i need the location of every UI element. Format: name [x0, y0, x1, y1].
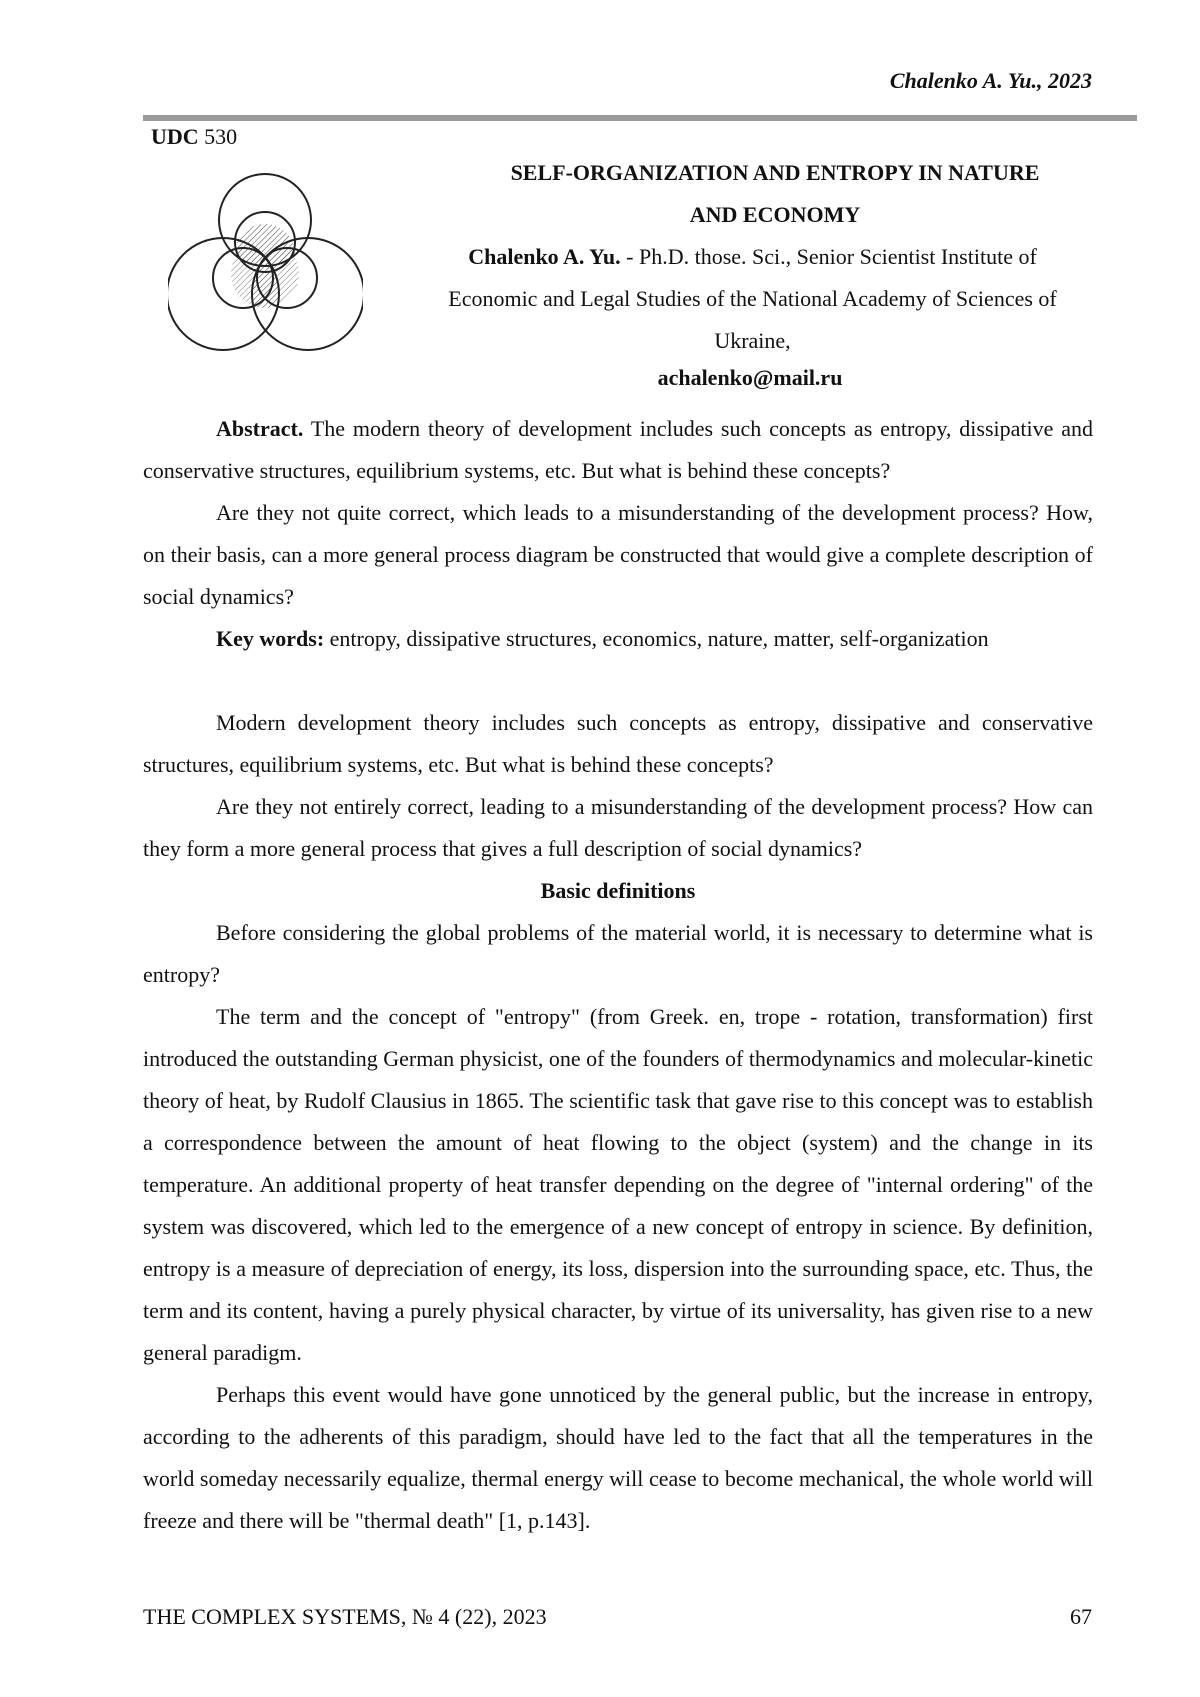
- udc-code: [151, 124, 237, 150]
- body-paragraph-2: Are they not entirely correct, leading to a misunderstanding of the development process? How can they form a more general process that gives a full description of social dynamics?: [143, 794, 1093, 861]
- body-paragraph-5: Perhaps this event would have gone unnoticed by the general public, but the increase in entropy, according to the adherents of this paradigm, should have led to the fact that all the temperatures in the world someday necessarily equalize, thermal energy will cease to become mechanical, the whole world will freeze and there will be "thermal death" [1, p.143].: [143, 1382, 1093, 1533]
- author-block: [395, 236, 1110, 362]
- title-line-2: AND ECONOMY: [689, 202, 861, 227]
- keywords-text: entropy, dissipative structures, economics, nature, matter, self-organization: [324, 626, 989, 651]
- title-line-1: SELF-ORGANIZATION AND ENTROPY IN NATURE: [510, 160, 1040, 185]
- footer-journal: THE COMPLEX SYSTEMS, № 4 (22), 2023: [143, 1604, 547, 1629]
- author-line-1: [395, 236, 1110, 278]
- keywords-label: Key words:: [216, 626, 325, 651]
- paper-title: [440, 152, 1110, 236]
- abstract-label: Abstract.: [216, 416, 304, 441]
- affiliation-line-2: Economic and Legal Studies of the National Academy of Sciences of: [448, 286, 1057, 311]
- section-heading: Basic definitions: [540, 878, 696, 903]
- udc-value: 530: [204, 124, 238, 149]
- keywords-paragraph: [143, 618, 1093, 660]
- body-paragraph-4: The term and the concept of "entropy" (from Greek. en, trope - rotation, transformation) first introduced the outstanding German physicist, one of the founders of thermodynamics and molecular-kinetic theory of heat, by Rudolf Clausius in 1865. The scientific task that gave rise to this concept was to establish a correspondence between the amount of heat flowing to the object (system) and the change in its temperature. An additional property of heat transfer depending on the degree of "internal ordering" of the system was discovered, which led to the emergence of a new concept of entropy in science. By definition, entropy is a measure of depreciation of energy, its loss, dispersion into the surrounding space, etc. Thus, the term and its content, having a purely physical character, by virtue of its universality, has given rise to a new general paradigm.: [143, 1004, 1093, 1365]
- body-paragraph-1: Modern development theory includes such concepts as entropy, dissipative and conservative structures, equilibrium systems, etc. But what is behind these concepts?: [143, 710, 1093, 777]
- abstract-paragraph-2: Are they not quite correct, which leads to a misunderstanding of the development process? How, on their basis, can a more general process diagram be constructed that would give a complete description of social dynamics?: [143, 500, 1093, 609]
- page-number: 67: [1070, 1604, 1092, 1629]
- affiliation-line-3: Ukraine,: [714, 328, 791, 353]
- main-text: [143, 408, 1093, 1542]
- spacer: [143, 660, 1093, 702]
- author-name: Chalenko A. Yu.: [468, 244, 621, 269]
- abstract-paragraph: [143, 408, 1093, 492]
- author-email: achalenko@mail.ru: [657, 365, 843, 390]
- header-rule: [143, 115, 1137, 121]
- overlapping-circles-emblem-icon: [168, 170, 363, 360]
- abstract-text: The modern theory of development includes such concepts as entropy, dissipative and conservative structures, equilibrium systems, etc. But what is behind these concepts?: [143, 416, 1093, 483]
- running-head: Chalenko A. Yu., 2023: [889, 68, 1092, 93]
- udc-label: UDC: [151, 124, 199, 149]
- affiliation-part-1: - Ph.D. those. Sci., Senior Scientist Institute of: [620, 244, 1037, 269]
- body-paragraph-3: Before considering the global problems of the material world, it is necessary to determine what is entropy?: [143, 920, 1093, 987]
